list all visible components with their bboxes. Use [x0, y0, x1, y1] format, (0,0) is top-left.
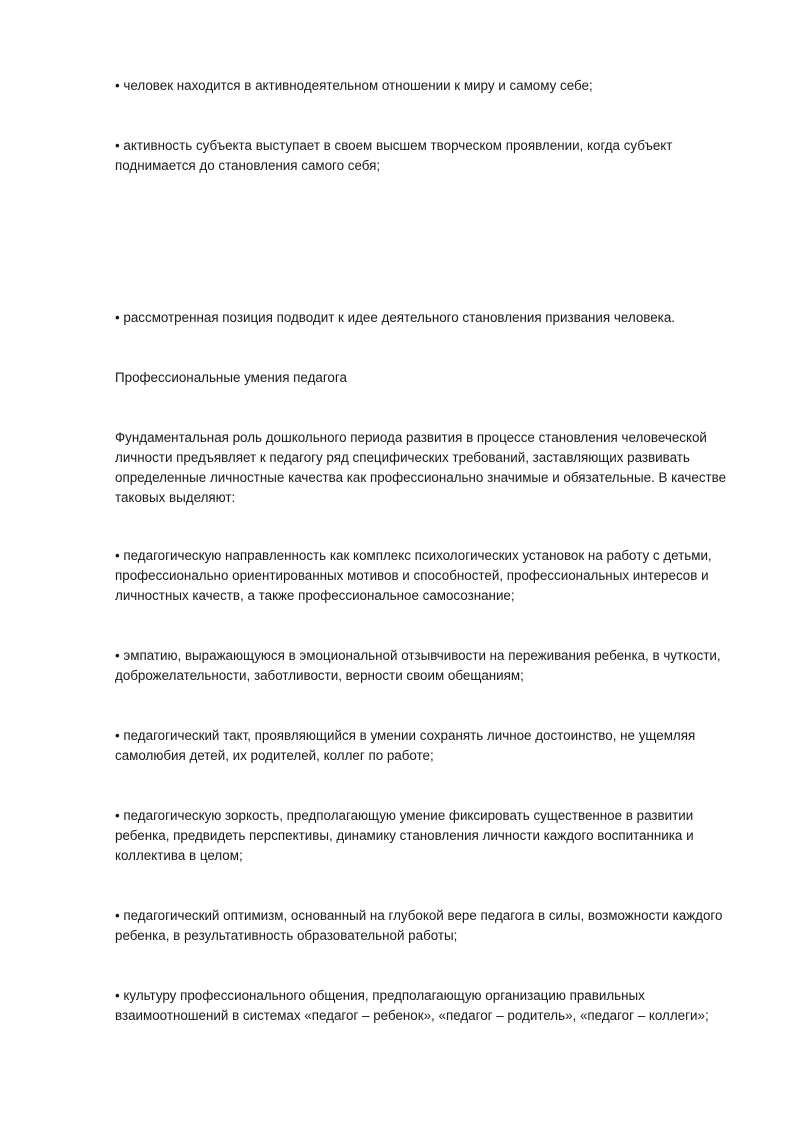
- body-paragraph: [115, 428, 745, 508]
- section-heading: [115, 368, 745, 388]
- text-line: Фундаментальная роль дошкольного периода развития в процессе становления человеческой: [115, 430, 707, 445]
- bullet-paragraph: [115, 986, 745, 1026]
- bullet-paragraph: [115, 906, 745, 946]
- text-line: личности предъявляет к педагогу ряд специфических требований, заставляющих развивать: [115, 450, 690, 465]
- text-line: • активность субъекта выступает в своем высшем творческом проявлении, когда субъект: [115, 138, 673, 153]
- bullet-paragraph: [115, 136, 745, 176]
- text-line: профессионально ориентированных мотивов и способностей, профессиональных интересов и: [115, 568, 709, 583]
- text-line: • рассмотренная позиция подводит к идее деятельного становления призвания человека.: [115, 310, 676, 325]
- text-line: • педагогический такт, проявляющийся в умении сохранять личное достоинство, не ущемляя: [115, 728, 696, 743]
- bullet-paragraph: [115, 646, 745, 686]
- text-line: • педагогическую зоркость, предполагающую умение фиксировать существенное в развитии: [115, 808, 694, 823]
- bullet-paragraph: [115, 806, 745, 866]
- bullet-paragraph: [115, 308, 745, 328]
- text-line: • человек находится в активнодеятельном отношении к миру и самому себе;: [115, 78, 593, 93]
- text-line: взаимоотношений в системах «педагог – ребенок», «педагог – родитель», «педагог – коллеги»;: [115, 1008, 709, 1023]
- text-line: • эмпатию, выражающуюся в эмоциональной отзывчивости на переживания ребенка, в чуткости,: [115, 648, 721, 663]
- text-line: • педагогический оптимизм, основанный на глубокой вере педагога в силы, возможности каждого: [115, 908, 723, 923]
- text-line: Профессиональные умения педагога: [115, 370, 347, 385]
- text-line: таковых выделяют:: [115, 490, 236, 505]
- text-line: определенные личностные качества как профессионально значимые и обязательные. В качестве: [115, 470, 727, 485]
- bullet-paragraph: [115, 546, 745, 606]
- bullet-paragraph: [115, 76, 745, 96]
- text-line: самолюбия детей, их родителей, коллег по работе;: [115, 748, 434, 763]
- text-line: • педагогическую направленность как комплекс психологических установок на работу с детьми,: [115, 548, 712, 563]
- text-line: коллектива в целом;: [115, 848, 243, 863]
- text-line: личностных качеств, а также профессиональное самосознание;: [115, 588, 515, 603]
- text-line: доброжелательности, заботливости, верности своим обещаниям;: [115, 668, 524, 683]
- text-line: поднимается до становления самого себя;: [115, 158, 381, 173]
- text-line: • культуру профессионального общения, предполагающую организацию правильных: [115, 988, 645, 1003]
- text-line: ребенка, предвидеть перспективы, динамику становления личности каждого воспитанника и: [115, 828, 694, 843]
- bullet-paragraph: [115, 726, 745, 766]
- text-line: ребенка, в результативность образовательной работы;: [115, 928, 458, 943]
